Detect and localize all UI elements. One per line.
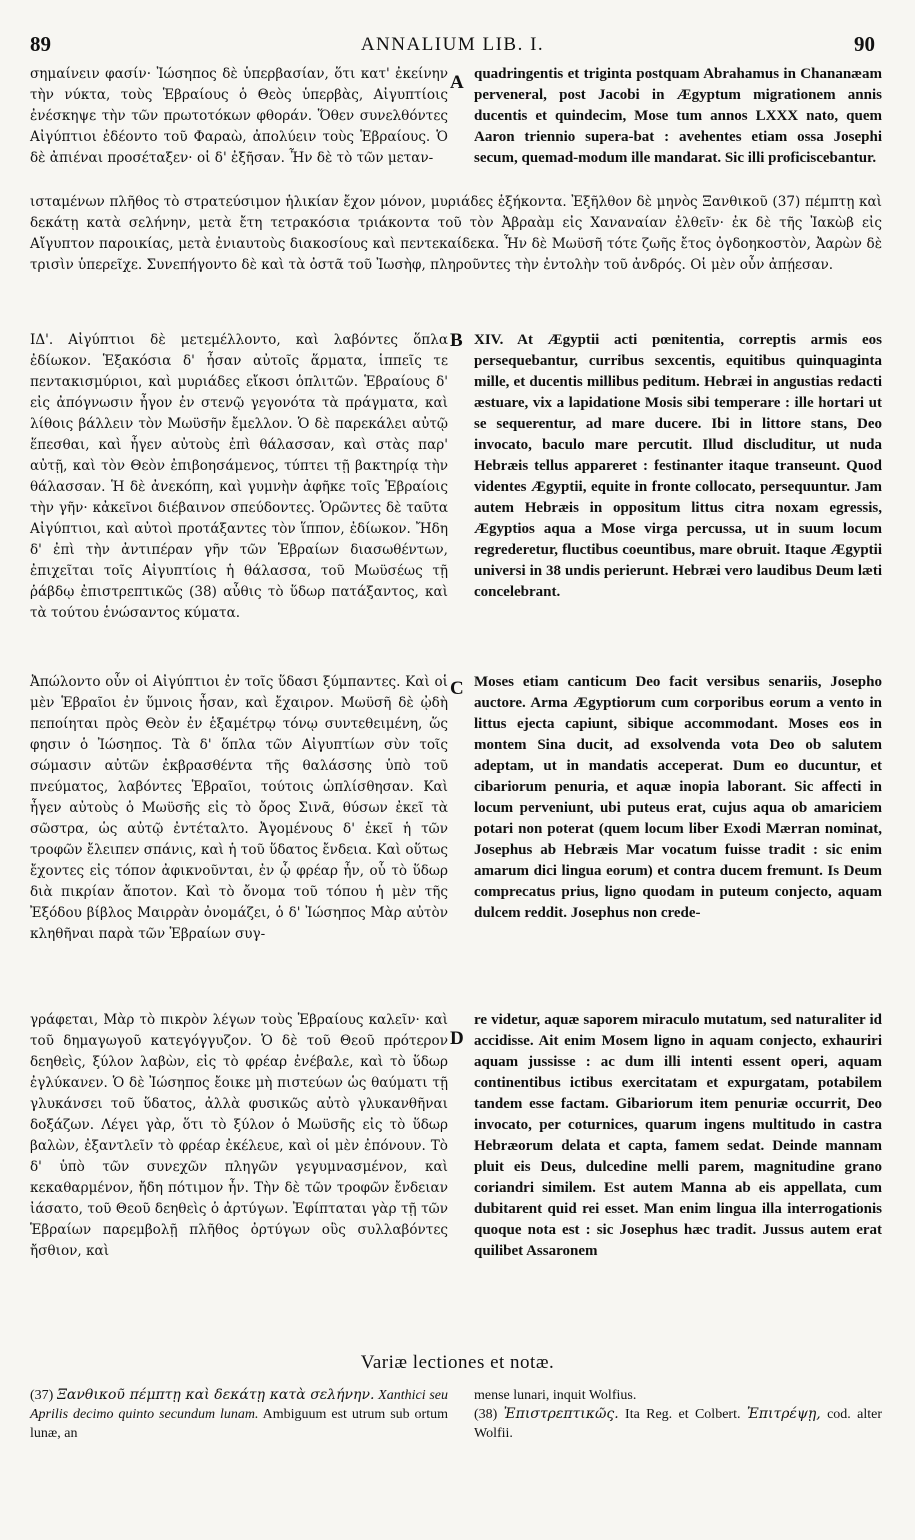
latin-column-a: quadringentis et triginta postquam Abrahamus in Chananæam perveneral, post Jacobi in Ægyptum migrationem annis ducentis et quindecim, Mose tum annos LXXX nato, quem Aaron triennio supera-bat : avehentes etiam ossa Josephi secum, quemad-modum ille mandarat. Sic illi proficiscebantur.	[474, 66, 882, 166]
greek-full-width-paragraph: ισταμένων πλῆθος τὸ στρατεύσιμον ἡλικίαν ἔχον μόνον, μυριάδες ἑξήκοντα. Ἐξῆλθον δὲ μηνὸς Ξανθικοῦ (37) πέμπτῃ καὶ δεκάτῃ κατὰ σελήνην, μετὰ ἔτη τετρακόσια τριάκοντα τοῦ τὸν Ἀβραὰμ εἰς Χαναναίαν ἐλθεῖν· ἐκ δὲ τῆς Ἰακὼβ εἰς Αἴγυπτον παροικίας, μετὰ ἐνιαυτοὺς διακοσίους καὶ πεντεκαίδεκα. Ἦν δὲ Μωϋσῆ τότε ζωῆς ἔτος ὀγδοηκοστὸν, Ἀαρὼν δὲ τρισὶν ὑπερεῖχε. Συνεπήγοντο δὲ καὶ τὰ ὀστᾶ τοῦ Ἰωσὴφ, πληροῦντες τὴν ἐντολὴν τοῦ ἀνδρός. Οἱ μὲν οὖν ἀπῄεσαν.	[30, 194, 882, 273]
note-38-greek: Ἐπιστρεπτικῶς.	[503, 1406, 619, 1422]
margin-letter-d: D	[450, 1028, 464, 1049]
running-title: ANNALIUM LIB. I.	[360, 34, 545, 55]
note-38-tail: cod. alter Wolfii.	[474, 1407, 883, 1441]
note-37	[30, 1386, 448, 1443]
margin-letter-c: C	[450, 678, 464, 699]
latin-column-b: XIV. At Ægyptii acti pœnitentia, correptis armis eos persequebantur, curribus sexcentis, equitibus quinquaginta mille, et ducentis millibus peditum. Hebræi in angustias redacti æstuare, vix a lapidatione Mosis sibi temperare : ille hortari ut se sequerentur, ad mare ducere. Ibi in littore stans, Deo invocato, baculo mare percutit. Illud discluditur, ut nuda Hebræis tellus appareret : festinanter itaque transeunt. Quod videntes Ægyptii, equite in fronte collocato, persequuntur. Jam autem Hebræis in oppositum littus citra noxam egressis, Ægyptios aqua a Mose virga percussa, ut in suum locum regrederetur, fluctibus coeuntibus, mare obruit. Itaque Ægyptii universi in 38 undis perierunt. Hebræi vero laudibus Deum læti concelebrant.	[474, 332, 882, 600]
latin-column-c: Moses etiam canticum Deo facit versibus senariis, Josepho auctore. Arma Ægyptiorum cum corporibus eorum a vento in littus ejecta capiunt, sibique accommodant. Moses eos in montem Sina ducit, ad exsolvenda vota Deo ob salutem adeptam, ut in mandatis acceperat. Dum eo ducuntur, et cibariorum penuria, et aquæ inopia laborant. Sic affecti in locum perveniunt, ubi puteus erat, cujus aqua ob amariciem potari non poterat (quem locum liber Exodi Mærran nominat, Josephus ab Hebræis Mar vocatum fuisse tradit : sic enim amarum dici lingua eorum) et contra ducem fremunt. Is Deum comprecatus prius, ligno quodam in puteum conjecto, aquam dulcem reddit. Josephus non crede-	[474, 674, 882, 921]
page-number-right: 90	[854, 32, 875, 56]
note-38	[474, 1405, 882, 1443]
margin-letter-b: B	[450, 330, 463, 351]
latin-column-d: re videtur, aquæ saporem miraculo mutatum, sed naturaliter id accidisse. Ait enim Mosem ligno in aquam conjecto, exhauriri aquam jussisse : ac dum illi intenti essent operi, aquam continentibus ictibus exercitatam et expurgatam, potabilem tandem esse factam. Gibariorum item penuriæ occurrit, Deo invocato, per coturnices, quarum ingens multitudo in castra Hebræorum delata et capta, famem sedat. Deinde mannam pluit eis Deus, dulcedine melli parem, magnitudine grano coriandri similem. Est autem Manna ab eis appellata, cum dubitarent quid rei esset. Man enim lingua illa interrogationis quoque nota est : sic Josephus hæc tradit. Jussus autem erat quilibet Assaronem	[474, 1012, 882, 1259]
greek-column-c: Ἀπώλοντο οὖν οἱ Αἰγύπτιοι ἐν τοῖς ὕδασι ξύμπαντες. Καὶ οἱ μὲν Ἑβραῖοι ἐν ὕμνοις ἦσαν, καὶ ἔχαιρον. Μωϋσῆ δὲ ᾠδὴ πεποίηται πρὸς Θεὸν ἐν ἑξαμέτρῳ τόνῳ συντεθειμένη, ὥς φησιν ὁ Ἰώσηπος. Τὰ δ' ὅπλα τῶν Αἰγυπτίων σὺν τοῖς σώμασιν αὐτῶν ἐκβρασθέντα τῆς θαλάσσης ὑπὸ τοῦ πνεύματος, λαβόντες Ἑβραῖοι, τούτοις ὡπλίσθησαν. Καὶ ἦγεν αὐτοὺς ὁ Μωϋσῆς εἰς τὸ ὄρος Σινᾶ, θύσων ἐκεῖ τὰ σῶστρα, ὡς αὐτῷ ἐντέταλτο. Ἀγομένους δ' ἐκεῖ ἡ τῶν τροφῶν ἔλειπεν σπάνις, καὶ ἡ τοῦ ὕδατος ἔνδεια. Καὶ οὕτως ἔχοντες εἰς τόπον ἀφικνοῦνται, ἐν ᾧ φρέαρ ἦν, οὗ τὸ ὕδωρ διὰ πικρίαν ἄποτον. Καὶ τὸ ὄνομα τοῦ τόπου ἡ μὲν τῆς Ἐξόδου βίβλος Μαιρρὰν ὀνομάζει, ὁ δ' Ἰώσηπος Μὰρ αὐτὸν κληθῆναι παρὰ τῶν Ἑβραίων συγ-	[30, 674, 448, 942]
note-38-greek-variant: Ἐπιτρέψῃ,	[746, 1406, 821, 1422]
note-37-continuation: mense lunari, inquit Wolfius.	[474, 1388, 637, 1403]
margin-letter-a: A	[450, 72, 464, 93]
greek-column-d: γράφεται, Μὰρ τὸ πικρὸν λέγων τοὺς Ἑβραίους καλεῖν· καὶ τοῦ δημαγωγοῦ κατεγόγγυζον. Ὁ δὲ τοῦ Θεοῦ πρότερον δεηθεὶς, ξύλον λαβὼν, εἰς τὸ φρέαρ ἐνέβαλε, καὶ τὸ ὕδωρ ἐγλύκανεν. Ὁ δὲ Ἰώσηπος ἔοικε μὴ πιστεύων ὡς θαύματι τῇ γλυκάνσει τοῦ ὕδατος, ἀλλὰ φυσικῶς αὐτὸ γλυκανθῆναι δοξάζων. Λέγει γὰρ, ὅτι τὸ ξύλον ὁ Μωϋσῆς εἰς τὸ ὕδωρ βαλὼν, ἐξαντλεῖν τὸ φρέαρ ἐκέλευε, καὶ οἱ μὲν ἐπόνουν. Τὸ δ' ὑπὸ τῶν συνεχῶν πληγῶν γεγυμνασμένον, καὶ κεκαθαρμένον, ἤδη πότιμον ἦν. Τὴν δὲ τῶν τροφῶν ἔνδειαν ἰάσατο, τοῦ Θεοῦ δεηθεὶς ὁ ἀρτύγων. Ἐφίπταται γὰρ τῇ τῶν Ἑβραίων παρεμβολῇ πλῆθος ὀρτύγων οὓς συλλαβόντες ἤσθιον, καὶ	[30, 1012, 448, 1259]
note-38-number: (38)	[474, 1407, 498, 1422]
page-header	[30, 32, 875, 60]
note-column-right	[474, 1386, 882, 1443]
notes-heading: Variæ lectiones et notæ.	[360, 1352, 555, 1373]
note-37-number: (37)	[30, 1388, 54, 1403]
note-37-latin: Xanthici seu Aprilis decimo quinto secundum lunam.	[30, 1388, 448, 1422]
note-37-greek: Ξανθικοῦ πέμπτῃ καὶ δεκάτῃ κατὰ σελήνην.	[57, 1387, 375, 1403]
note-37-rest: Ambiguum est utrum sub ortum lunæ, an	[30, 1407, 448, 1441]
greek-column-a: σημαίνειν φασίν· Ἰώσηπος δὲ ὑπερβασίαν, ὅτι κατ' ἐκείνην τὴν νύκτα, τοὺς Ἑβραίους ὁ Θεὸς ὑπερβὰς, Αἰγυπτίοις ἐνέσκηψε τὴν τῶν πρωτοτόκων φθοράν. Ὅθεν συνελθόντες Αἰγύπτιοι ἐδέοντο τοῦ Φαραὼ, ἀπολύειν τοὺς Ἑβραίους. Ὁ δὲ ἀπιέναι προσέταξεν· οἱ δ' ἐξῆσαν. Ἦν δὲ τὸ τῶν μεταν-	[30, 66, 448, 166]
page-number-left: 89	[30, 32, 51, 56]
note-38-text: Ita Reg. et Colbert.	[625, 1407, 741, 1422]
greek-column-b: ΙΔ'. Αἰγύπτιοι δὲ μετεμέλλοντο, καὶ λαβόντες ὅπλα ἐδίωκον. Ἑξακόσια δ' ἦσαν αὐτοῖς ἅρματα, ἱππεῖς τε πεντακισμύριοι, καὶ μυριάδες εἴκοσι ὁπλιτῶν. Ἑβραίους δ' εἰς ἀπόγνωσιν ἦγον ἐν στενῷ γεγονότα τὰ πράγματα, καὶ λίθοις βάλλειν τὸν Μωϋσῆν ἔμελλον. Ὁ δὲ παρεκάλει αὐτῷ ἕπεσθαι, καὶ ἦγεν αὐτοὺς ἐπὶ θάλασσαν, καὶ στὰς παρ' αὐτῇ, καὶ τὸν Θεὸν ἐπιβοησάμενος, τύπτει τῇ βακτηρίᾳ τὴν θάλασσαν. Ἡ δὲ ἀνεκόπη, καὶ γυμνὴν ἀφῆκε τοῖς Ἑβραίοις τὴν γῆν· κἀκεῖνοι διέβαινον σπεύδοντες. Ὁρῶντες δὲ ταῦτα Αἰγύπτιοι, καὶ αὐτοὶ προτάξαντες τὸν ἵππον, ἐδίωκον. Ἤδη δ' ἐπὶ τὴν ἀντιπέραν γῆν τῶν Ἑβραίων διασωθέντων, ἐπιχεῖται τοῖς Αἰγυπτίοις ἡ θάλασσα, τοῦ Μωϋσέως τῇ ῥάβδῳ ἐπιστρεπτικῶς (38) αὖθις τὸ ὕδωρ πατάξαντος, καὶ τὰ τούτου ἑνώσαντος κύματα.	[30, 332, 448, 621]
